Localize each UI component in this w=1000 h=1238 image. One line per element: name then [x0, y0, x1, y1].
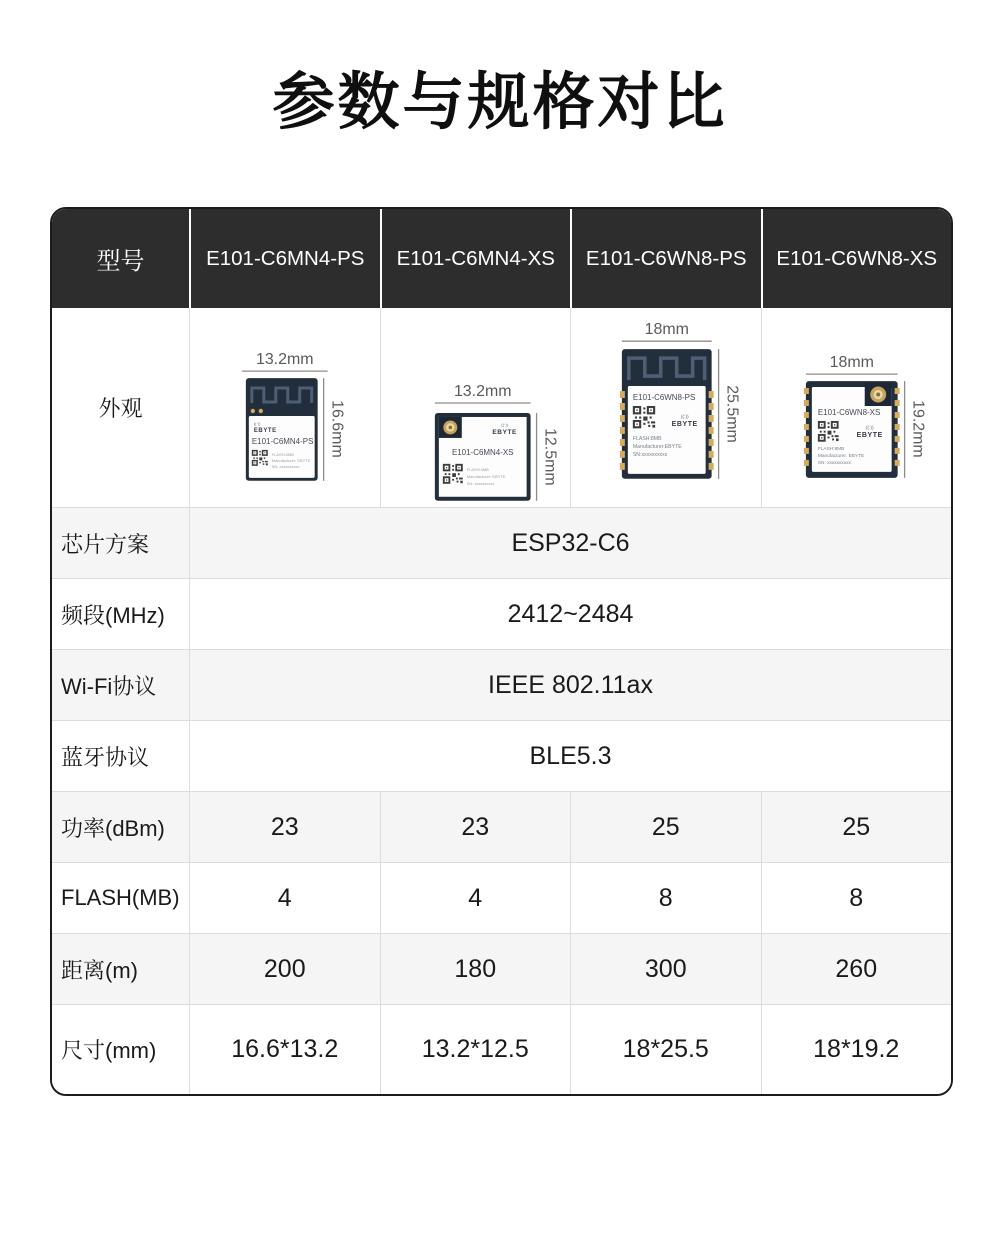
- module-body: [246, 378, 318, 481]
- dimension-height-label: 12.5mm: [541, 428, 559, 486]
- module-sn-text: SN: xxxxxxxxxx: [271, 463, 300, 469]
- module-flash-text: FLASH:8MB: [817, 446, 844, 452]
- ebyte-logo: EBYTE: [671, 420, 698, 428]
- dimension-height-label: 19.2mm: [909, 400, 927, 458]
- module-model-text: E101-C6MN4-XS: [451, 447, 514, 457]
- spec-row-label: 距离(m): [61, 957, 138, 983]
- module-manufacturer-text: Manufacturer: EBYTE: [817, 453, 864, 459]
- model-header-cell: E101-C6WN8-PS: [570, 209, 761, 308]
- module-sn-text: SN: xxxxxxxxxx: [817, 460, 851, 466]
- product-image-cell: [189, 308, 380, 507]
- spec-value: 18*19.2: [761, 1005, 952, 1094]
- module-illustration-c6wn8-xs: [762, 308, 952, 507]
- model-header-cell: E101-C6MN4-PS: [189, 209, 380, 308]
- spec-value: 180: [380, 934, 571, 1004]
- qr-code: [817, 421, 838, 442]
- module-model-text: E101-C6WN8-PS: [632, 393, 696, 403]
- page-title: 参数与规格对比: [272, 68, 728, 137]
- spec-row-wifi: [52, 649, 951, 720]
- solder-pad-icon: [251, 409, 255, 413]
- spec-value: 8: [761, 863, 952, 933]
- module-manufacturer-text: Manufacturer:EBYTE: [632, 443, 682, 450]
- header-corner-label: 型号: [96, 248, 145, 275]
- spec-row-size: [52, 1004, 951, 1094]
- spec-value: 2412~2484: [189, 579, 951, 649]
- spec-value: 4: [380, 863, 571, 933]
- dimension-width-label: 18mm: [829, 354, 874, 372]
- module-sn-text: SN: xxxxxxxxxx: [466, 480, 494, 486]
- appearance-row: [52, 308, 951, 507]
- spec-row-label: FLASH(MB): [61, 885, 180, 910]
- spec-row-label: Wi-Fi协议: [61, 673, 157, 699]
- qr-code: [252, 450, 268, 466]
- antenna-mark: ((·)): [253, 420, 261, 426]
- qr-code: [442, 464, 462, 484]
- spec-row-label: 芯片方案: [61, 531, 150, 557]
- model-header-cell: E101-C6MN4-XS: [380, 209, 571, 308]
- spec-value: 200: [189, 934, 380, 1004]
- spec-row-label: 蓝牙协议: [61, 744, 150, 770]
- ebyte-logo: EBYTE: [856, 431, 883, 439]
- module-body: [620, 349, 714, 479]
- product-image-cell: [570, 308, 761, 507]
- model-header-cell: E101-C6WN8-XS: [761, 209, 952, 308]
- spec-row-distance: [52, 933, 951, 1004]
- module-model-text: E101-C6MN4-PS: [251, 436, 314, 446]
- antenna-mark: ((:)): [865, 424, 874, 431]
- spec-value: 23: [189, 792, 380, 862]
- table-header-row: [52, 209, 951, 308]
- antenna-mark: ((·)): [500, 421, 508, 427]
- module-illustration-c6mn4-ps: [190, 308, 380, 507]
- antenna-mark: ((:)): [680, 413, 689, 420]
- spec-value: 25: [761, 792, 952, 862]
- spec-row-frequency: [52, 578, 951, 649]
- spec-row-label: 功率(dBm): [61, 815, 165, 841]
- spec-row-label: 尺寸(mm): [61, 1038, 157, 1063]
- ebyte-logo: EBYTE: [491, 428, 517, 436]
- module-flash-text: FLASH:8MB: [632, 435, 662, 442]
- module-manufacturer-text: Manufacturer: EBYTE: [466, 473, 505, 479]
- spec-value: 23: [380, 792, 571, 862]
- spec-row-power: [52, 791, 951, 862]
- module-model-text: E101-C6WN8-XS: [817, 407, 880, 417]
- dimension-width-label: 13.2mm: [255, 351, 314, 369]
- spec-value: IEEE 802.11ax: [189, 650, 951, 720]
- spec-value: 260: [761, 934, 952, 1004]
- appearance-row-label: 外观: [98, 396, 143, 421]
- spec-value: 16.6*13.2: [189, 1005, 380, 1094]
- module-flash-text: FLASH:4MB: [466, 466, 489, 472]
- module-manufacturer-text: Manufacturer: EBYTE: [271, 457, 311, 463]
- dimension-height-label: 25.5mm: [723, 385, 741, 443]
- spec-value: BLE5.3: [189, 721, 951, 791]
- qr-code: [633, 406, 655, 428]
- module-illustration-c6mn4-xs: [381, 308, 571, 507]
- module-flash-text: FLASH:4MB: [271, 451, 294, 457]
- spec-row-label: 频段(MHz): [61, 602, 165, 628]
- spec-row-bluetooth: [52, 720, 951, 791]
- spec-value: 4: [189, 863, 380, 933]
- module-illustration-c6wn8-ps: [571, 308, 761, 507]
- spec-value: ESP32-C6: [189, 508, 951, 578]
- spec-value: 13.2*12.5: [380, 1005, 571, 1094]
- dimension-height-label: 16.6mm: [328, 400, 346, 458]
- product-image-cell: [761, 308, 952, 507]
- module-body: [434, 413, 530, 501]
- spec-row-flash: [52, 862, 951, 933]
- ebyte-logo: EBYTE: [253, 427, 277, 434]
- spec-value: 25: [570, 792, 761, 862]
- spec-comparison-table: [50, 207, 953, 1096]
- spec-row-chip: [52, 507, 951, 578]
- dimension-width-label: 18mm: [644, 321, 689, 339]
- solder-pad-icon: [259, 409, 263, 413]
- spec-value: 8: [570, 863, 761, 933]
- module-body: [803, 381, 899, 478]
- spec-value: 18*25.5: [570, 1005, 761, 1094]
- dimension-width-label: 13.2mm: [453, 383, 512, 401]
- spec-value: 300: [570, 934, 761, 1004]
- product-image-cell: [380, 308, 571, 507]
- module-sn-text: SN:xxxxxxxxxx: [632, 451, 668, 458]
